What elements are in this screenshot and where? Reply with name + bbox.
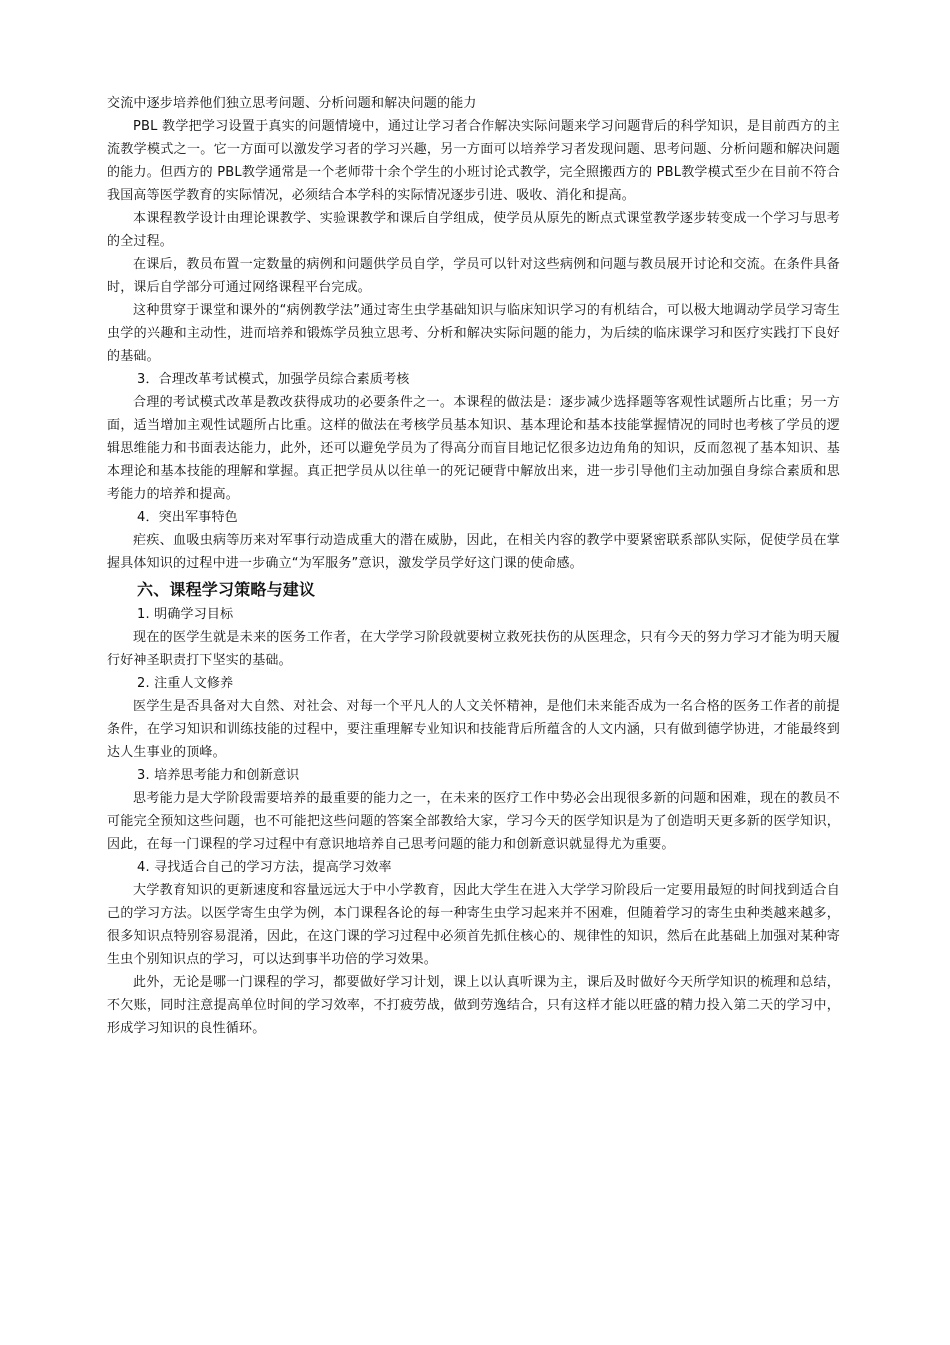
subheading: 1. 明确学习目标 (137, 607, 234, 622)
subheading: 4．突出军事特色 (137, 510, 238, 525)
paragraph: 此外，无论是哪一门课程的学习，都要做好学习计划，课上以认真听课为主，课后及时做好今天所学知识的梳理和总结，不欠账，同时注意提高单位时间的学习效率，不打疲劳战，做到劳逸结合，只有这样才能以旺盛的精力投入第二天的学习中，形成学习知识的良性循环。 (107, 975, 840, 1036)
paragraph: 合理的考试模式改革是教改获得成功的必要条件之一。本课程的做法是：逐步减少选择题等客观性试题所占比重；另一方面，适当增加主观性试题所占比重。这样的做法在考核学员基本知识、基本理论和基本技能掌握情况的同时也考核了学员的逻辑思维能力和书面表达能力，此外，还可以避免学员为了得高分而盲目地记忆很多边边角角的知识，反而忽视了基本知识、基本理论和基本技能的理解和掌握。真正把学员从以往单一的死记硬背中解放出来，进一步引导他们主动加强自身综合素质和思考能力的培养和提高。 (107, 395, 840, 502)
paragraph: 交流中逐步培养他们独立思考问题、分析问题和解决问题的能力 (107, 96, 477, 111)
paragraph: PBL 教学把学习设置于真实的问题情境中，通过让学习者合作解决实际问题来学习问题背后的科学知识，是目前西方的主流教学模式之一。它一方面可以激发学习者的学习兴趣，另一方面可以培养学习者发现问题、思考问题、分析问题和解决问题的能力。但西方的 PBL教学通常是一个老师带十余个学生的小班讨论式教学，完全照搬西方的 PBL教学模式至少在目前不符合我国高等医学教育的实际情况，必须结合本学科的实际情况逐步引进、吸收、消化和提高。 (107, 119, 840, 203)
paragraph: 本课程教学设计由理论课教学、实验课教学和课后自学组成，使学员从原先的断点式课堂教学逐步转变成一个学习与思考的全过程。 (107, 211, 840, 249)
document-body (107, 92, 840, 1040)
subheading: 4. 寻找适合自己的学习方法，提高学习效率 (137, 860, 392, 875)
subheading: 3．合理改革考试模式，加强学员综合素质考核 (137, 372, 410, 387)
paragraph: 这种贯穿于课堂和课外的“病例教学法”通过寄生虫学基础知识与临床知识学习的有机结合，可以极大地调动学员学习寄生虫学的兴趣和主动性，进而培养和锻炼学员独立思考、分析和解决实际问题的能力，为后续的临床课学习和医疗实践打下良好的基础。 (107, 303, 840, 364)
paragraph: 思考能力是大学阶段需要培养的最重要的能力之一，在未来的医疗工作中势必会出现很多新的问题和困难，现在的教员不可能完全预知这些问题，也不可能把这些问题的答案全部教给大家，学习今天的医学知识是为了创造明天更多新的医学知识，因此，在每一门课程的学习过程中有意识地培养自己思考问题的能力和创新意识就显得尤为重要。 (107, 791, 840, 852)
paragraph: 大学教育知识的更新速度和容量远远大于中小学教育，因此大学生在进入大学学习阶段后一定要用最短的时间找到适合自己的学习方法。以医学寄生虫学为例，本门课程各论的每一种寄生虫学习起来并不困难，但随着学习的寄生虫种类越来越多，很多知识点特别容易混淆，因此，在这门课的学习过程中必须首先抓住核心的、规律性的知识，然后在此基础上加强对某种寄生虫个别知识点的学习，可以达到事半功倍的学习效果。 (107, 883, 840, 967)
paragraph: 在课后，教员布置一定数量的病例和问题供学员自学，学员可以针对这些病例和问题与教员展开讨论和交流。在条件具备时，课后自学部分可通过网络课程平台完成。 (107, 257, 840, 295)
paragraph: 医学生是否具备对大自然、对社会、对每一个平凡人的人文关怀精神，是他们未来能否成为一名合格的医务工作者的前提条件，在学习知识和训练技能的过程中，要注重理解专业知识和技能背后所蕴含的人文内涵，只有做到德学协进，才能最终到达人生事业的顶峰。 (107, 699, 840, 760)
paragraph: 疟疾、血吸虫病等历来对军事行动造成重大的潜在威胁，因此，在相关内容的教学中要紧密联系部队实际，促使学员在掌握具体知识的过程中进一步确立“为军服务”意识，激发学员学好这门课的使命感。 (107, 533, 840, 571)
subheading: 2. 注重人文修养 (137, 676, 234, 691)
section-heading: 六、课程学习策略与建议 (137, 580, 316, 599)
paragraph: 现在的医学生就是未来的医务工作者，在大学学习阶段就要树立救死扶伤的从医理念，只有今天的努力学习才能为明天履行好神圣职责打下坚实的基础。 (107, 630, 840, 668)
subheading: 3. 培养思考能力和创新意识 (137, 768, 300, 783)
